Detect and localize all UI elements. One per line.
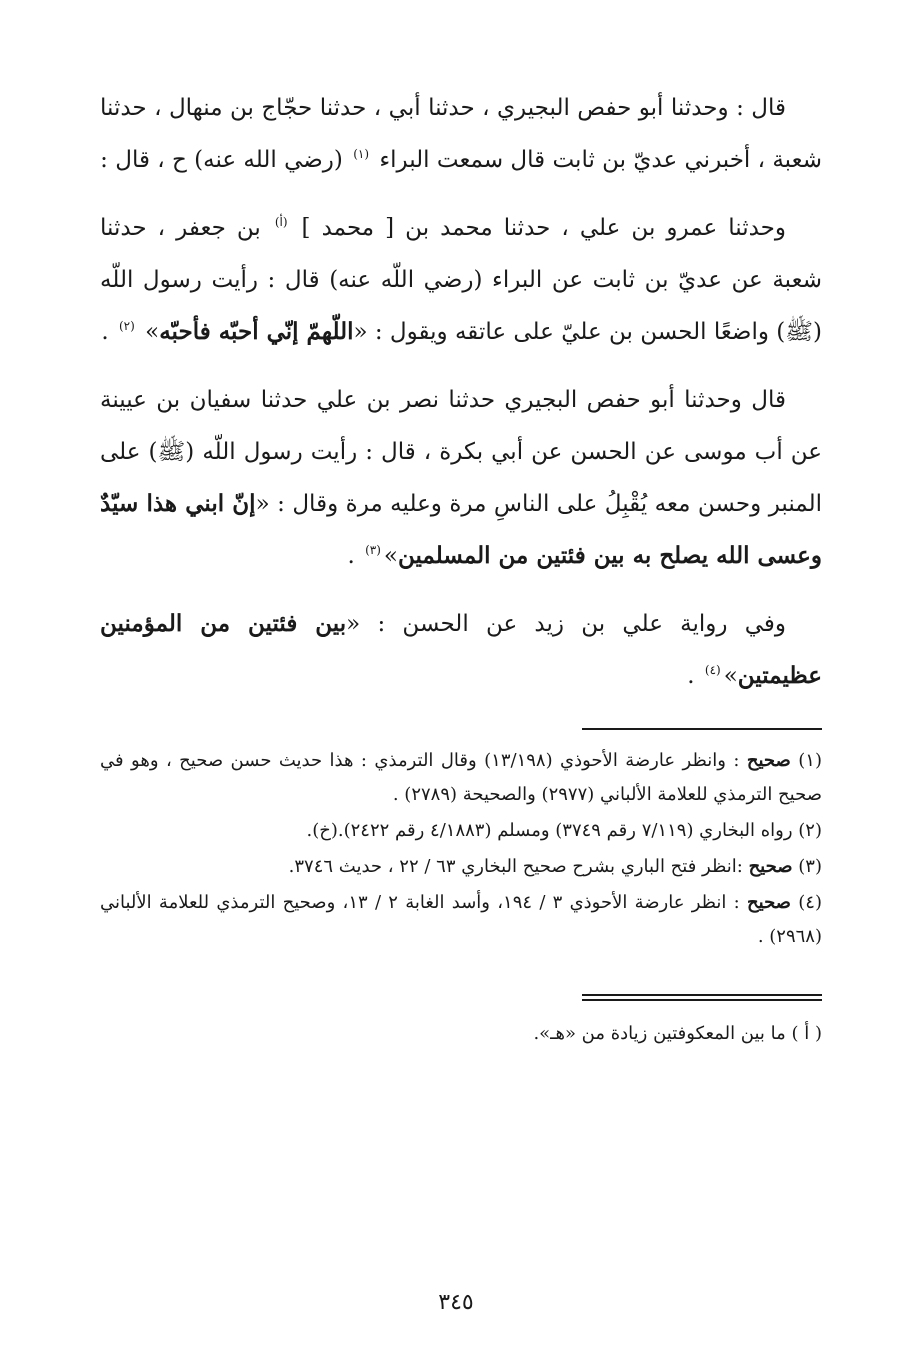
text-segment: قال : وحدثنا أبو حفص البجيري ، حدثنا أبي ، حدثنا حجّاج بن منهال ، حدثنا شعبة ، أخبرني عديّ بن ثابت قال سمعت البراء — [100, 95, 822, 173]
text-segment: وفي رواية علي بن زيد عن الحسن : « — [346, 611, 787, 637]
footnotes — [100, 744, 822, 954]
paragraph — [100, 598, 822, 702]
footnote-number: (٤) — [798, 892, 822, 913]
footnote-item — [100, 850, 822, 884]
footnote-ref: (١) — [353, 147, 370, 162]
footnote-ref: (أ) — [274, 215, 288, 230]
text-segment: قال وحدثنا أبو حفص البجيري حدثنا نصر بن علي حدثنا سفيان بن عيينة عن أب موسى عن الحسن عن أبي بكرة ، قال : رأيت رسول اللّه (ﷺ) على المنبر وحسن معه يُقْبِلُ على الناسِ مرة وعليه مرة وقال : « — [100, 387, 822, 517]
footnote-text: رواه البخاري (٧/١١٩ رقم ٣٧٤٩) ومسلم (٤/١٨٨٣ رقم ٢٤٢٢).(خ). — [306, 820, 793, 841]
footnote-text: :انظر فتح الباري بشرح صحيح البخاري ٦٣ / ٢٢ ، حديث ٣٧٤٦. — [288, 856, 743, 877]
hadith-quote: اللّهمّ إنّي أحبّه فأحبّه — [159, 318, 354, 345]
footnote-item — [100, 886, 822, 954]
text-segment: . — [101, 319, 116, 345]
paragraph — [100, 374, 822, 582]
footnote-number: (٣) — [798, 856, 822, 877]
footnote-item — [100, 814, 822, 848]
text-segment: وحدثنا عمرو بن علي ، حدثنا محمد بن [ محمد ] — [290, 215, 787, 241]
text-segment: (رضي الله عنه) ح ، قال : — [100, 147, 351, 173]
paragraph — [100, 82, 822, 186]
footnote-text: : انظر عارضة الأحوذي ٣ / ١٩٤، وأسد الغابة ٢ / ١٣، وصحيح الترمذي للعلامة الألباني (٢٩٦٨) . — [100, 892, 822, 947]
page-number: ٣٤٥ — [438, 1290, 474, 1315]
footnote-ref: (٤) — [704, 663, 721, 678]
footnote-ref: (٣) — [365, 543, 381, 558]
main-text — [100, 82, 822, 702]
text-segment: بن جعفر ، حدثنا شعبة عن عديّ بن ثابت عن البراء (رضي اللّه عنه) قال : رأيت رسول اللّه (ﷺ) واضعًا الحسن بن عليّ على عاتقه ويقول : « — [100, 215, 822, 345]
text-segment: . — [687, 663, 702, 689]
paragraph — [100, 202, 822, 358]
editorial-note: ( أ ) ما بين المعكوفتين زيادة من «هـ». — [533, 1023, 822, 1044]
editorial-separator — [582, 994, 822, 1001]
document-page — [100, 82, 822, 1049]
footnote-grade: صحيح — [748, 856, 793, 877]
footnote-number: (٢) — [798, 820, 822, 841]
footnote-ref: (٢) — [118, 319, 135, 334]
text-segment: » — [383, 543, 398, 569]
footnote-item — [100, 744, 822, 812]
footnote-number: (١) — [798, 750, 822, 771]
footnote-grade: صحيح — [747, 892, 791, 913]
hadith-quote: إنّ ابني هذا سيّدٌ وعسى الله يصلح به بين فئتين من المسلمين — [100, 490, 822, 569]
footnote-text: : وانظر عارضة الأحوذي (١٣/١٩٨) وقال الترمذي : هذا حديث حسن صحيح ، وهو في صحيح الترمذي للعلامة الألباني (٢٩٧٧) والصحيحة (٢٧٨٩) . — [100, 750, 822, 805]
footnote-grade: صحيح — [746, 750, 791, 771]
text-segment: » — [723, 663, 738, 689]
hadith-quote: بين فئتين من المؤمنين عظيمتين — [100, 610, 822, 689]
footnote-separator — [582, 728, 822, 730]
text-segment: . — [347, 543, 363, 569]
text-segment: » — [137, 319, 160, 345]
